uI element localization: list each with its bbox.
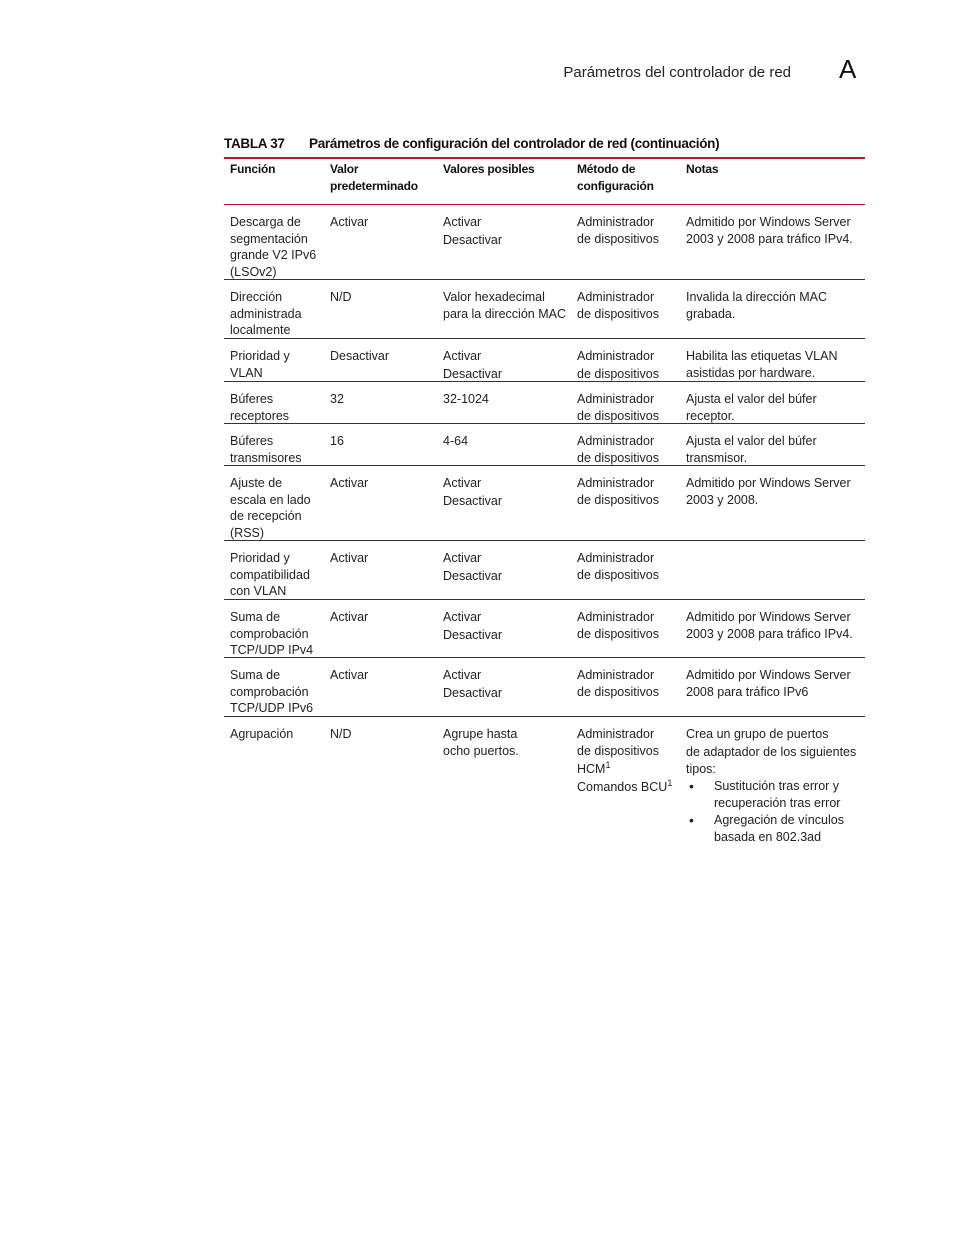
header-line: configuración: [577, 179, 654, 193]
cell-posibles: [443, 433, 573, 450]
cell-line: Admitido por Windows Server: [686, 610, 851, 624]
cell-line: Admitido por Windows Server: [686, 215, 851, 229]
table-row: [224, 466, 865, 541]
cell-line: Agrupación: [230, 727, 294, 741]
cell-line: 2003 y 2008 para tráfico IPv4.: [686, 231, 853, 246]
cell-line: Administrador: [577, 434, 655, 448]
cell-line: tipos:: [686, 761, 716, 776]
hcm-label: HCM: [577, 761, 606, 776]
cell-line: Desactivar: [443, 628, 503, 642]
column-header-metodo: [577, 161, 654, 195]
cell-line: receptores: [230, 408, 290, 423]
table-row: [224, 339, 865, 382]
cell-line: comprobación: [230, 684, 309, 699]
cell-valor: [330, 609, 435, 626]
cell-line: Crea un grupo de puertos: [686, 727, 829, 741]
cell-line: escala en lado: [230, 492, 311, 507]
table-row: [224, 280, 865, 339]
cell-line: Administrador: [577, 551, 655, 565]
table-caption: [224, 136, 865, 156]
cell-line: Desactivar: [443, 569, 503, 583]
cell-line: Ajuste de: [230, 476, 283, 490]
cell-line: Administrador: [577, 290, 655, 304]
header-line: Función: [230, 162, 276, 176]
cell-line: Admitido por Windows Server: [686, 476, 851, 490]
cell-metodo: [577, 348, 682, 383]
cell-line: Suma de: [230, 668, 281, 682]
cell-line: Administrador: [577, 668, 655, 682]
column-header-funcion: [230, 161, 275, 178]
cell-funcion: [230, 289, 325, 339]
cell-line: basada en 802.3ad: [714, 829, 822, 844]
footnote-marker: 1: [605, 759, 611, 770]
cell-line: Administrador: [577, 610, 655, 624]
table-row: [224, 717, 865, 847]
cell-line: Invalida la dirección MAC: [686, 290, 828, 304]
table-title: Parámetros de configuración del controlador de red (continuación): [309, 136, 720, 151]
cell-posibles: [443, 609, 573, 644]
cell-metodo: [577, 433, 682, 466]
cell-line: TCP/UDP IPv4: [230, 643, 314, 657]
cell-notas: [686, 348, 866, 381]
cell-line: (RSS): [230, 525, 265, 540]
cell-line: Admitido por Windows Server: [686, 668, 851, 682]
cell-line: Administrador: [577, 215, 655, 229]
cell-line: Activar: [330, 476, 369, 490]
cell-line: Sustitución tras error y: [714, 779, 840, 793]
cell-metodo: [577, 726, 682, 795]
cell-line: para la dirección MAC: [443, 306, 566, 321]
cell-line: Activar: [330, 551, 369, 565]
cell-line: administrada: [230, 306, 302, 321]
cell-metodo: [577, 391, 682, 424]
cell-line: Desactivar: [443, 367, 503, 381]
cell-notas: [686, 289, 866, 322]
cell-metodo: [577, 667, 682, 700]
cell-line: de recepción: [230, 509, 302, 523]
header-line: Método de: [577, 162, 636, 176]
cell-line: 2008 para tráfico IPv6: [686, 684, 809, 699]
cell-notas: [686, 433, 866, 466]
cell-line: N/D: [330, 290, 352, 304]
bullet-list: [686, 778, 866, 845]
cell-line: 2003 y 2008.: [686, 492, 759, 507]
cell-metodo: [577, 609, 682, 642]
cell-notas: [686, 667, 866, 700]
cell-line: [577, 761, 682, 778]
table-row: [224, 600, 865, 658]
table-row: [224, 382, 865, 424]
table-row: [224, 424, 865, 466]
cell-posibles: [443, 667, 573, 702]
cell-line: Activar: [330, 215, 369, 229]
cell-notas: [686, 475, 866, 508]
cell-line: de dispositivos: [577, 306, 659, 321]
column-header-notas: [686, 161, 718, 178]
cell-line: asistidas por hardware.: [686, 365, 816, 380]
cell-line: Desactivar: [443, 686, 503, 700]
cell-line: TCP/UDP IPv6: [230, 701, 314, 715]
cell-valor: [330, 391, 435, 408]
cell-line: de dispositivos: [577, 408, 659, 423]
cell-line: Activar: [443, 610, 482, 624]
cell-metodo: [577, 214, 682, 247]
header-line: Valores posibles: [443, 162, 535, 176]
cell-line: Activar: [443, 349, 482, 363]
cell-posibles: [443, 348, 573, 383]
cell-line: Prioridad y: [230, 551, 290, 565]
cell-valor: [330, 433, 435, 450]
cell-line: transmisores: [230, 450, 302, 465]
cell-line: 2003 y 2008 para tráfico IPv4.: [686, 626, 853, 641]
cell-line: con VLAN: [230, 584, 287, 598]
cell-funcion: [230, 214, 325, 280]
cell-posibles: [443, 391, 573, 408]
cell-line: de dispositivos: [577, 367, 659, 381]
cell-notas: [686, 391, 866, 424]
cell-line: Habilita las etiquetas VLAN: [686, 349, 838, 363]
cell-valor: [330, 214, 435, 231]
cell-line: 16: [330, 434, 344, 448]
cell-line: Desactivar: [443, 233, 503, 247]
appendix-letter: A: [839, 54, 857, 84]
cell-line: Búferes: [230, 434, 274, 448]
cell-line: N/D: [330, 727, 352, 741]
cell-line: Activar: [443, 551, 482, 565]
table-number: TABLA 37: [224, 136, 285, 151]
cell-line: transmisor.: [686, 450, 748, 465]
table-row: [224, 541, 865, 600]
cell-funcion: [230, 726, 325, 743]
column-header-posibles: [443, 161, 535, 178]
bullet-item: [686, 778, 866, 811]
cell-line: grande V2 IPv6: [230, 248, 317, 262]
cell-notas: [686, 609, 866, 642]
cell-line: Ajusta el valor del búfer: [686, 434, 817, 448]
cell-posibles: [443, 550, 573, 585]
cell-line: (LSOv2): [230, 264, 277, 279]
cell-line: de dispositivos: [577, 743, 659, 758]
cell-line: Suma de: [230, 610, 281, 624]
cell-line: Prioridad y: [230, 349, 290, 363]
cell-line: recuperación tras error: [714, 795, 841, 810]
cell-line: 4-64: [443, 434, 469, 448]
cell-posibles: [443, 475, 573, 510]
cell-line: Búferes: [230, 392, 274, 406]
cell-line: Activar: [443, 476, 482, 490]
cell-metodo: [577, 475, 682, 508]
page-header-title: Parámetros del controlador de red: [563, 64, 791, 81]
cell-valor: [330, 289, 435, 306]
table-row: [224, 658, 865, 717]
cell-notas: [686, 214, 866, 247]
cell-line: [577, 779, 682, 796]
header-line: predeterminado: [330, 179, 418, 193]
cell-line: de dispositivos: [577, 684, 659, 699]
cell-line: de adaptador de los siguientes: [686, 745, 857, 759]
cell-line: localmente: [230, 323, 291, 337]
cell-valor: [330, 726, 435, 743]
bcu-label: Comandos BCU: [577, 779, 668, 794]
cell-funcion: [230, 609, 325, 659]
cell-notas: [686, 726, 866, 845]
cell-line: Desactivar: [330, 349, 390, 363]
cell-funcion: [230, 391, 325, 424]
cell-line: Activar: [330, 610, 369, 624]
cell-line: VLAN: [230, 365, 263, 380]
cell-line: de dispositivos: [577, 567, 659, 582]
cell-line: 32: [330, 392, 344, 406]
cell-line: Administrador: [577, 392, 655, 406]
cell-line: Desactivar: [443, 494, 503, 508]
cell-posibles: [443, 214, 573, 249]
cell-line: 32-1024: [443, 392, 489, 406]
cell-funcion: [230, 348, 325, 381]
cell-posibles: [443, 726, 573, 759]
cell-line: Activar: [330, 668, 369, 682]
cell-line: de dispositivos: [577, 231, 659, 246]
cell-funcion: [230, 550, 325, 600]
cell-line: Ajusta el valor del búfer: [686, 392, 817, 406]
bullet-item: [686, 812, 866, 845]
cell-line: receptor.: [686, 408, 735, 423]
header-line: Notas: [686, 162, 719, 176]
cell-line: Descarga de: [230, 215, 301, 229]
cell-valor: [330, 475, 435, 492]
cell-line: compatibilidad: [230, 567, 310, 582]
header-line: Valor: [330, 162, 359, 176]
cell-line: Agregación de vínculos: [714, 813, 844, 827]
cell-funcion: [230, 475, 325, 541]
column-header-valor: [330, 161, 418, 195]
cell-line: segmentación: [230, 231, 308, 246]
cell-line: Administrador: [577, 349, 655, 363]
cell-valor: [330, 348, 435, 365]
cell-line: de dispositivos: [577, 450, 659, 465]
cell-line: de dispositivos: [577, 492, 659, 507]
cell-line: Agrupe hasta: [443, 727, 518, 741]
cell-metodo: [577, 550, 682, 583]
cell-line: Activar: [443, 668, 482, 682]
cell-metodo: [577, 289, 682, 322]
cell-valor: [330, 667, 435, 684]
cell-funcion: [230, 667, 325, 717]
cell-line: Valor hexadecimal: [443, 290, 545, 304]
cell-line: ocho puertos.: [443, 743, 519, 758]
cell-funcion: [230, 433, 325, 466]
footnote-marker: 1: [667, 777, 673, 788]
cell-valor: [330, 550, 435, 567]
cell-posibles: [443, 289, 573, 322]
cell-line: de dispositivos: [577, 626, 659, 641]
cell-line: grabada.: [686, 306, 736, 321]
cell-line: Dirección: [230, 290, 283, 304]
table-top-rule: [224, 157, 865, 159]
cell-line: Activar: [443, 215, 482, 229]
bullet-icon: •: [689, 812, 694, 828]
bullet-icon: •: [689, 778, 694, 794]
table-row: [224, 205, 865, 280]
cell-line: Administrador: [577, 476, 655, 490]
cell-line: Administrador: [577, 727, 655, 741]
cell-line: comprobación: [230, 626, 309, 641]
